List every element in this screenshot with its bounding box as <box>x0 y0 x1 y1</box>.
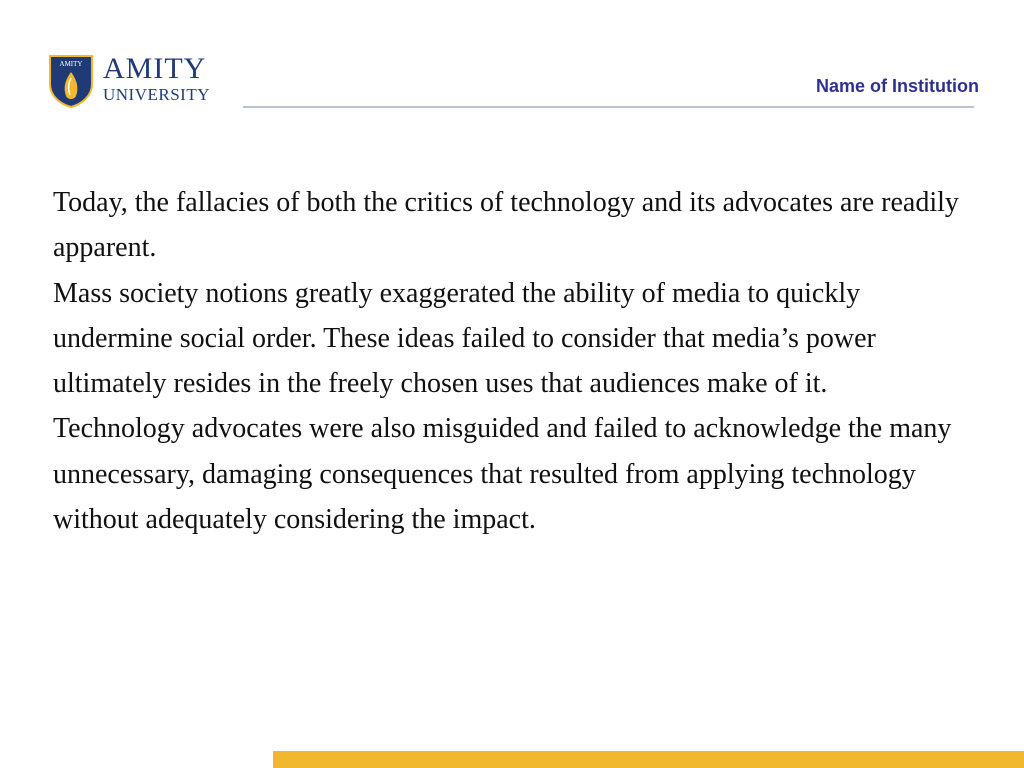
slide-body <box>53 180 973 542</box>
body-paragraph: Today, the fallacies of both the critics of technology and its advocates are readily apparent. <box>53 187 959 264</box>
shield-icon <box>48 54 94 108</box>
logo-word-amity: AMITY <box>103 52 207 85</box>
institution-name: Name of Institution <box>816 76 979 96</box>
shield-label: AMITY <box>59 60 83 68</box>
body-paragraph: Technology advocates were also misguided and failed to acknowledge the many unnecessary, damaging consequences that resulted from applying technology without adequately considering the impact. <box>53 413 952 536</box>
logo-word-university: UNIVERSITY <box>103 85 210 104</box>
footer-accent-bar <box>273 751 1024 768</box>
body-paragraph: Mass society notions greatly exaggerated the ability of media to quickly undermine social order. These ideas failed to consider that media’s power ultimately resides in the freely chosen uses that audiences make of it. <box>53 277 876 400</box>
amity-university-logo <box>48 52 228 110</box>
header-divider <box>243 106 974 108</box>
